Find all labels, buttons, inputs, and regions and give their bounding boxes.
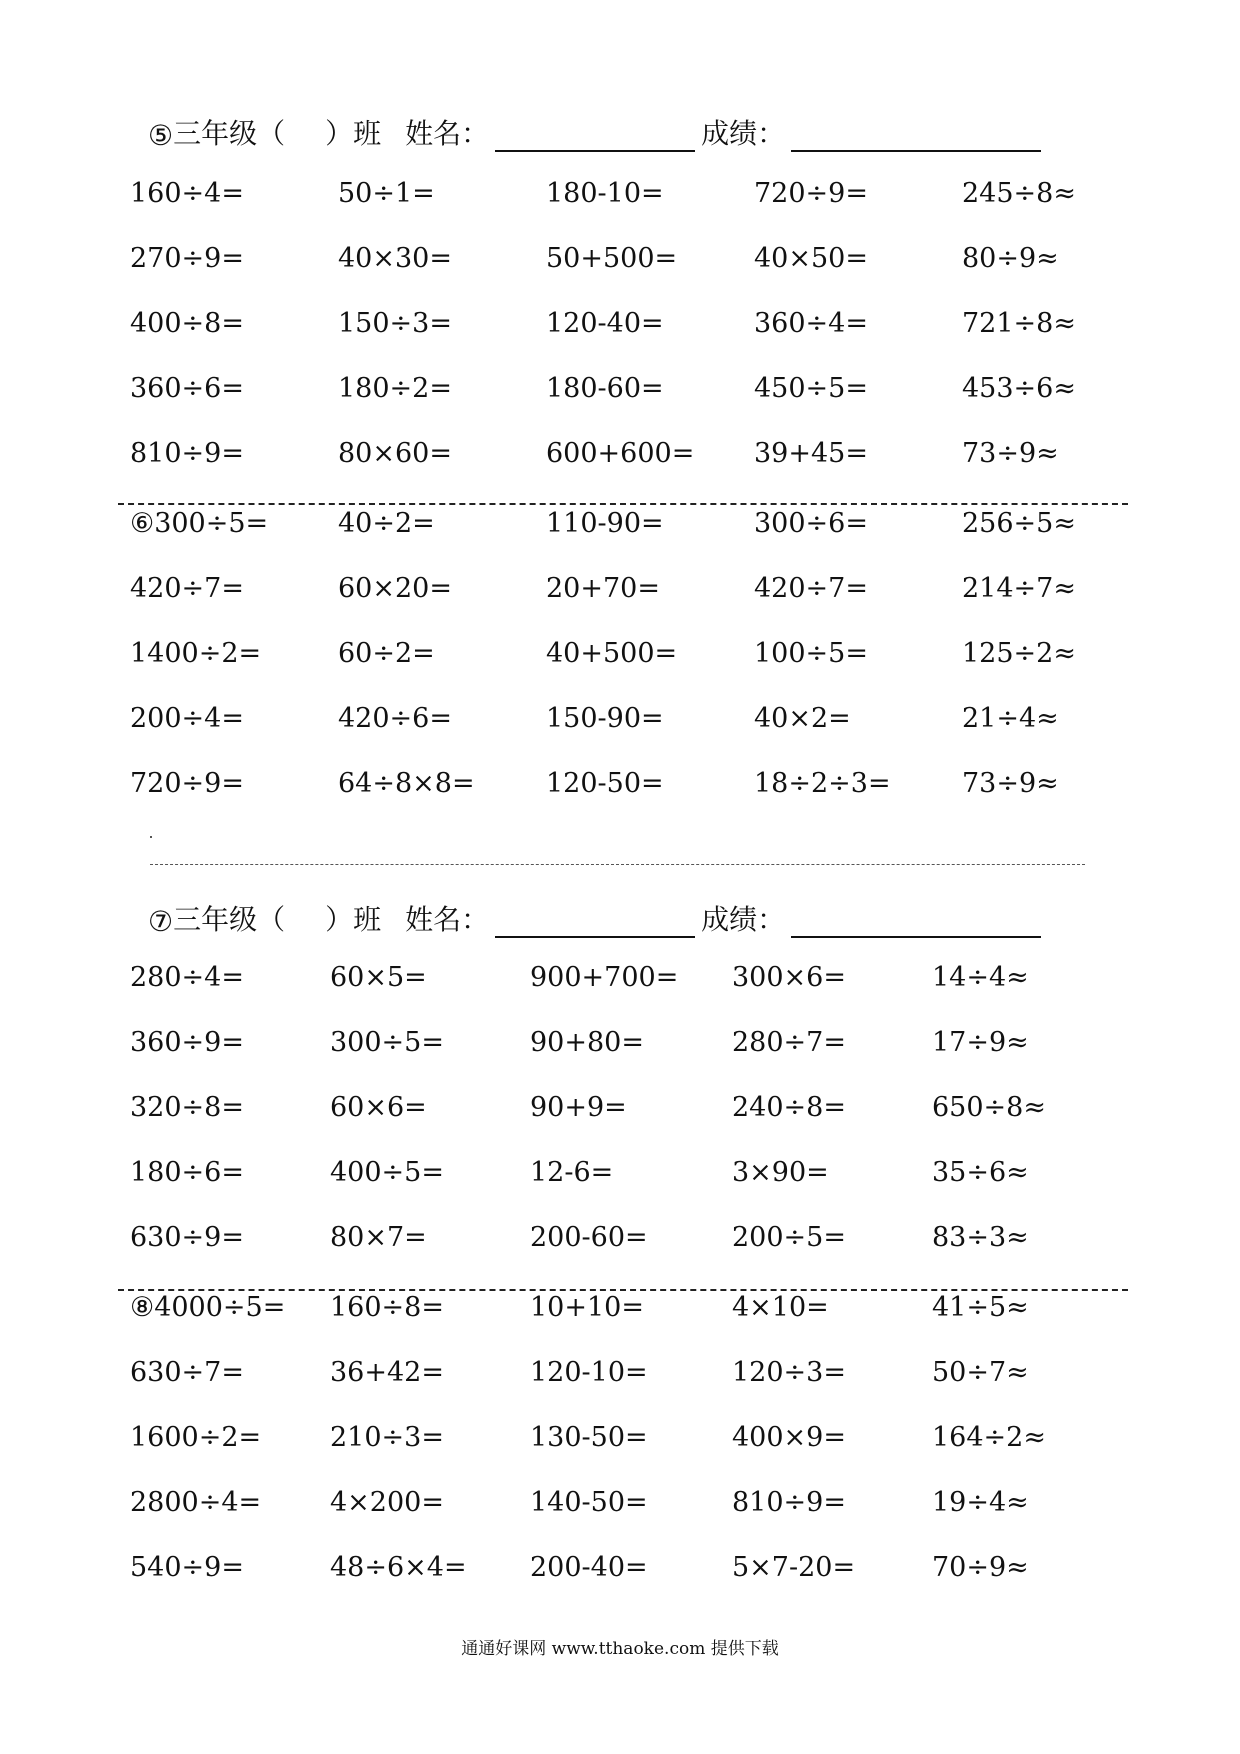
math-problem: 400÷8= [130, 308, 244, 339]
math-problem: 420÷7= [130, 573, 244, 604]
section-5-name-label: 姓名： [405, 117, 490, 150]
math-problem: 14÷4≈ [932, 962, 1029, 993]
problem-row [0, 438, 1240, 478]
math-problem: 110-90= [546, 508, 664, 539]
math-problem: 400×9= [732, 1422, 846, 1453]
math-problem: 150÷3= [338, 308, 452, 339]
cut-line [150, 864, 1085, 865]
section-7-name-label: 姓名： [405, 903, 490, 936]
math-problem: 73÷9≈ [962, 438, 1059, 469]
math-problem: 280÷4= [130, 962, 244, 993]
math-problem: 39+45= [754, 438, 868, 469]
problem-row [0, 638, 1240, 678]
math-problem: 18÷2÷3= [754, 768, 891, 799]
math-problem: 1400÷2= [130, 638, 262, 669]
math-problem: 180-10= [546, 178, 664, 209]
math-problem: 420÷7= [754, 573, 868, 604]
problem-row [0, 1092, 1240, 1132]
math-problem: 60×6= [330, 1092, 427, 1123]
math-problem: 4×10= [732, 1292, 829, 1323]
math-problem: 120-40= [546, 308, 664, 339]
math-problem: 420÷6= [338, 703, 452, 734]
math-problem: 360÷9= [130, 1027, 244, 1058]
math-problem: 200÷5= [732, 1222, 846, 1253]
math-problem: 60×5= [330, 962, 427, 993]
math-problem: 270÷9= [130, 243, 244, 274]
math-problem: 320÷8= [130, 1092, 244, 1123]
section-5-class-suffix: ）班 [325, 117, 382, 150]
section-5-name-blank[interactable] [495, 120, 695, 152]
math-problem: 50÷1= [338, 178, 435, 209]
problem-row [0, 1292, 1240, 1332]
math-problem: 256÷5≈ [962, 508, 1076, 539]
math-problem: 48÷6×4= [330, 1552, 467, 1583]
math-problem: 19÷4≈ [932, 1487, 1029, 1518]
math-problem: 240÷8= [732, 1092, 846, 1123]
math-problem: 630÷7= [130, 1357, 244, 1388]
problem-row [0, 1552, 1240, 1592]
math-problem: 180÷2= [338, 373, 452, 404]
math-problem: 900+700= [530, 962, 679, 993]
math-problem: 120÷3= [732, 1357, 846, 1388]
math-problem: 453÷6≈ [962, 373, 1076, 404]
math-problem: 180-60= [546, 373, 664, 404]
math-problem: 140-50= [530, 1487, 648, 1518]
problem-row [0, 1487, 1240, 1527]
math-problem: 120-10= [530, 1357, 648, 1388]
math-problem: 650÷8≈ [932, 1092, 1046, 1123]
math-problem: 120-50= [546, 768, 664, 799]
math-problem: 40×50= [754, 243, 868, 274]
math-problem: 160÷8= [330, 1292, 444, 1323]
math-problem: 200-60= [530, 1222, 648, 1253]
math-problem: 5×7-20= [732, 1552, 856, 1583]
math-problem: 36+42= [330, 1357, 444, 1388]
math-problem: 17÷9≈ [932, 1027, 1029, 1058]
section-7-number: ⑦ [148, 905, 174, 938]
math-problem: 600+600= [546, 438, 695, 469]
stray-dot [150, 836, 152, 838]
math-problem: 10+10= [530, 1292, 644, 1323]
math-problem: 60×20= [338, 573, 452, 604]
math-problem: 630÷9= [130, 1222, 244, 1253]
math-problem: 40×2= [754, 703, 851, 734]
math-problem: 200÷4= [130, 703, 244, 734]
section-5-number: ⑤ [148, 119, 174, 152]
math-problem: 180÷6= [130, 1157, 244, 1188]
math-problem: 83÷3≈ [932, 1222, 1029, 1253]
math-problem: 50÷7≈ [932, 1357, 1029, 1388]
math-problem: 360÷4= [754, 308, 868, 339]
math-problem: 450÷5= [754, 373, 868, 404]
math-problem: 3×90= [732, 1157, 829, 1188]
section-divider [118, 503, 1128, 505]
math-problem: 90+9= [530, 1092, 627, 1123]
math-problem: 4×200= [330, 1487, 444, 1518]
problem-row [0, 178, 1240, 218]
math-problem: 73÷9≈ [962, 768, 1059, 799]
math-problem: 210÷3= [330, 1422, 444, 1453]
problem-row [0, 1357, 1240, 1397]
math-problem: 12-6= [530, 1157, 614, 1188]
problem-row [0, 243, 1240, 283]
math-problem: 80×7= [330, 1222, 427, 1253]
math-problem: 720÷9= [130, 768, 244, 799]
math-problem: 80×60= [338, 438, 452, 469]
math-problem: 200-40= [530, 1552, 648, 1583]
math-problem: 40÷2= [338, 508, 435, 539]
section-5-grade: 三年级（ [173, 117, 286, 150]
math-problem: 160÷4= [130, 178, 244, 209]
problem-row [0, 1157, 1240, 1197]
section-5-score-blank[interactable] [791, 120, 1041, 152]
math-problem: 100÷5= [754, 638, 868, 669]
math-problem: 20+70= [546, 573, 660, 604]
section-5-header [148, 104, 1047, 152]
math-problem: 35÷6≈ [932, 1157, 1029, 1188]
section-7-name-blank[interactable] [495, 906, 695, 938]
problem-row [0, 1222, 1240, 1262]
math-problem: 90+80= [530, 1027, 644, 1058]
math-problem: 214÷7≈ [962, 573, 1076, 604]
math-problem: ⑥300÷5= [130, 508, 269, 539]
math-problem: 150-90= [546, 703, 664, 734]
math-problem: 360÷6= [130, 373, 244, 404]
section-7-score-label: 成绩： [701, 903, 786, 936]
math-problem: 41÷5≈ [932, 1292, 1029, 1323]
math-problem: 125÷2≈ [962, 638, 1076, 669]
math-problem: 40+500= [546, 638, 678, 669]
math-problem: 60÷2= [338, 638, 435, 669]
math-problem: 1600÷2= [130, 1422, 262, 1453]
problem-row [0, 703, 1240, 743]
section-7-score-blank[interactable] [791, 906, 1041, 938]
math-problem: 64÷8×8= [338, 768, 475, 799]
math-problem: 300÷5= [330, 1027, 444, 1058]
math-problem: 21÷4≈ [962, 703, 1059, 734]
section-5-score-label: 成绩： [701, 117, 786, 150]
footer-credit: 通通好课网 www.tthaoke.com 提供下载 [461, 1639, 779, 1659]
math-problem: 70÷9≈ [932, 1552, 1029, 1583]
section-7-class-suffix: ）班 [325, 903, 382, 936]
math-problem: 50+500= [546, 243, 678, 274]
problem-row [0, 1422, 1240, 1462]
problem-row [0, 962, 1240, 1002]
math-problem: 164÷2≈ [932, 1422, 1046, 1453]
math-problem: 280÷7= [732, 1027, 846, 1058]
section-7-grade: 三年级（ [173, 903, 286, 936]
math-problem: 721÷8≈ [962, 308, 1076, 339]
problem-row [0, 508, 1240, 548]
math-problem: 540÷9= [130, 1552, 244, 1583]
math-problem: 810÷9= [732, 1487, 846, 1518]
problem-row [0, 308, 1240, 348]
problem-row [0, 373, 1240, 413]
problem-row [0, 573, 1240, 613]
math-problem: ⑧4000÷5= [130, 1292, 286, 1323]
math-problem: 300÷6= [754, 508, 868, 539]
math-problem: 80÷9≈ [962, 243, 1059, 274]
section-divider [118, 1289, 1128, 1291]
problem-row [0, 1027, 1240, 1067]
math-problem: 400÷5= [330, 1157, 444, 1188]
math-problem: 720÷9= [754, 178, 868, 209]
math-problem: 130-50= [530, 1422, 648, 1453]
math-problem: 40×30= [338, 243, 452, 274]
math-problem: 300×6= [732, 962, 846, 993]
math-problem: 810÷9= [130, 438, 244, 469]
section-7-header [148, 890, 1047, 938]
math-problem: 245÷8≈ [962, 178, 1076, 209]
problem-row [0, 768, 1240, 808]
math-problem: 2800÷4= [130, 1487, 262, 1518]
